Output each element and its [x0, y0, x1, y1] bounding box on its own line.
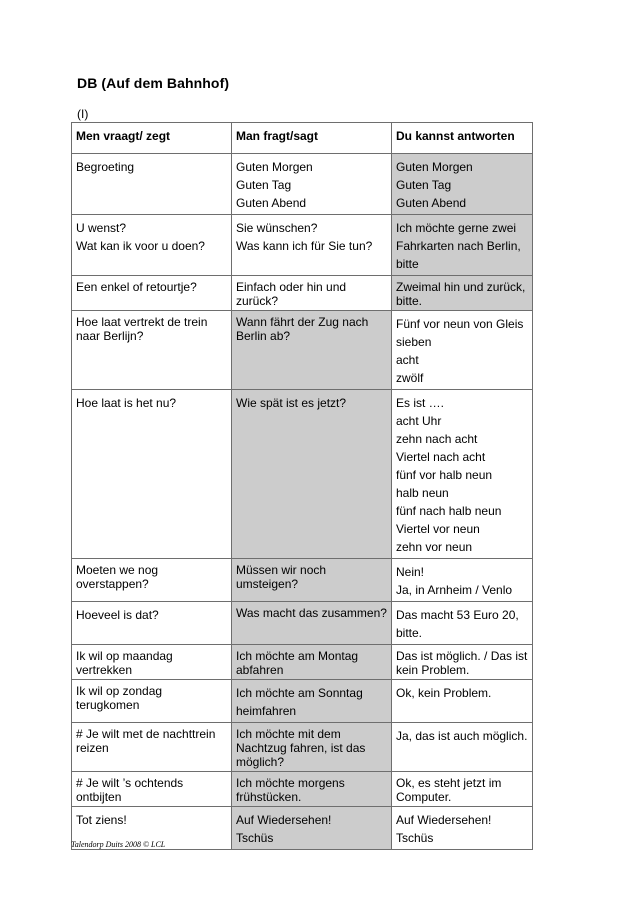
cell-line: Ok, es steht jetzt im Computer.	[396, 776, 502, 804]
table-row	[72, 559, 533, 602]
question-cell	[232, 559, 392, 602]
dutch-cell	[72, 215, 232, 276]
cell-line: Einfach oder hin und zurück?	[236, 280, 347, 308]
question-cell	[232, 276, 392, 311]
table-header-row	[72, 123, 533, 154]
cell-line: Een enkel of retourtje?	[76, 280, 197, 294]
cell-line: Auf Wiedersehen!	[396, 813, 492, 827]
table-row	[72, 723, 533, 772]
answer-cell	[392, 154, 533, 215]
table-row	[72, 311, 533, 390]
header-dutch: Men vraagt/ zegt	[72, 123, 232, 154]
dutch-cell	[72, 772, 232, 807]
question-cell	[232, 723, 392, 772]
cell-line: Guten Tag	[396, 178, 452, 192]
dutch-cell	[72, 645, 232, 680]
cell-line: Guten Morgen	[396, 160, 473, 174]
cell-line: Hoe laat vertrekt de trein naar Berlijn?	[76, 315, 208, 343]
answer-cell	[392, 680, 533, 723]
cell-line: zwölf	[396, 371, 424, 385]
cell-line: Guten Morgen	[236, 160, 313, 174]
cell-line: Fünf vor neun von Gleis sieben	[396, 317, 524, 349]
cell-line: # Je wilt ’s ochtends ontbijten	[76, 776, 184, 804]
dutch-cell	[72, 154, 232, 215]
question-cell	[232, 772, 392, 807]
cell-line: Ich möchte am Sonntag	[236, 686, 363, 700]
dutch-cell	[72, 390, 232, 559]
cell-line: Nein!	[396, 565, 425, 579]
question-cell	[232, 311, 392, 390]
cell-line: acht Uhr	[396, 414, 442, 428]
table-row	[72, 276, 533, 311]
cell-line: Viertel vor neun	[396, 522, 480, 536]
cell-line: Das macht 53 Euro 20, bitte.	[396, 608, 519, 640]
cell-line: U wenst?	[76, 221, 127, 235]
table-row	[72, 645, 533, 680]
table-row	[72, 772, 533, 807]
cell-line: Ich möchte mit dem Nachtzug fahren, ist das möglich?	[236, 727, 366, 769]
question-cell	[232, 645, 392, 680]
cell-line: Was kann ich für Sie tun?	[236, 239, 373, 253]
cell-line: Ok, kein Problem.	[396, 686, 492, 700]
question-cell	[232, 154, 392, 215]
cell-line: Guten Tag	[236, 178, 292, 192]
cell-line: Wann fährt der Zug nach Berlin ab?	[236, 315, 369, 343]
cell-line: Viertel nach acht	[396, 450, 486, 464]
question-cell	[232, 390, 392, 559]
cell-line: # Je wilt met de nachttrein reizen	[76, 727, 216, 755]
table-row	[72, 680, 533, 723]
cell-line: acht	[396, 353, 419, 367]
cell-line: Guten Abend	[236, 196, 307, 210]
answer-cell	[392, 645, 533, 680]
cell-line: zehn vor neun	[396, 540, 473, 554]
answer-cell	[392, 559, 533, 602]
cell-line: Zweimal hin und zurück, bitte.	[396, 280, 526, 308]
cell-line: Begroeting	[76, 160, 135, 174]
dutch-cell	[72, 276, 232, 311]
cell-line: Ich möchte morgens frühstücken.	[236, 776, 345, 804]
cell-line: fünf vor halb neun	[396, 468, 493, 482]
answer-cell	[392, 311, 533, 390]
cell-line: Wat kan ik voor u doen?	[76, 239, 205, 253]
cell-line: Ik wil op maandag vertrekken	[76, 649, 173, 677]
cell-line: fünf nach halb neun	[396, 504, 502, 518]
dutch-cell	[72, 680, 232, 723]
cell-line: Sie wünschen?	[236, 221, 318, 235]
answer-cell	[392, 807, 533, 850]
cell-line: heimfahren	[236, 704, 297, 718]
question-cell	[232, 680, 392, 723]
cell-line: Tschüs	[236, 831, 274, 845]
cell-line: Moeten we nog overstappen?	[76, 563, 159, 591]
cell-line: Müssen wir noch umsteigen?	[236, 563, 327, 591]
answer-cell	[392, 602, 533, 645]
cell-line: Tot ziens!	[76, 813, 127, 827]
answer-cell	[392, 723, 533, 772]
table-row	[72, 215, 533, 276]
cell-line: Tschüs	[396, 831, 434, 845]
cell-line: Was macht das zusammen?	[236, 606, 387, 620]
question-cell	[232, 215, 392, 276]
dialogue-table	[71, 122, 533, 850]
answer-cell	[392, 276, 533, 311]
cell-line: Es ist ….	[396, 396, 445, 410]
answer-cell	[392, 772, 533, 807]
footer-credit: Talendorp Duits 2008 © LCL	[71, 840, 166, 849]
cell-line: Hoe laat is het nu?	[76, 396, 177, 410]
cell-line: Hoeveel is dat?	[76, 608, 159, 622]
cell-line: Ja, das ist auch möglich.	[396, 729, 528, 743]
cell-line: zehn nach acht	[396, 432, 478, 446]
cell-line: halb neun	[396, 486, 449, 500]
header-question: Man fragt/sagt	[232, 123, 392, 154]
section-label: (I)	[77, 107, 89, 121]
cell-line: Ich möchte gerne zwei Fahrkarten nach Berlin, bitte	[396, 221, 521, 271]
cell-line: Auf Wiedersehen!	[236, 813, 332, 827]
question-cell	[232, 602, 392, 645]
cell-line: Guten Abend	[396, 196, 467, 210]
cell-line: Wie spät ist es jetzt?	[236, 396, 347, 410]
dutch-cell	[72, 311, 232, 390]
cell-line: Ich möchte am Montag abfahren	[236, 649, 359, 677]
cell-line: Das ist möglich. / Das ist kein Problem.	[396, 649, 528, 677]
dutch-cell	[72, 602, 232, 645]
dutch-cell	[72, 559, 232, 602]
cell-line: Ja, in Arnheim / Venlo	[396, 583, 513, 597]
table-row	[72, 154, 533, 215]
table-row	[72, 390, 533, 559]
answer-cell	[392, 390, 533, 559]
header-answer: Du kannst antworten	[392, 123, 533, 154]
table-row	[72, 602, 533, 645]
answer-cell	[392, 215, 533, 276]
question-cell	[232, 807, 392, 850]
page-title: DB (Auf dem Bahnhof)	[77, 75, 230, 91]
dutch-cell	[72, 723, 232, 772]
cell-line: Ik wil op zondag terugkomen	[76, 684, 163, 712]
